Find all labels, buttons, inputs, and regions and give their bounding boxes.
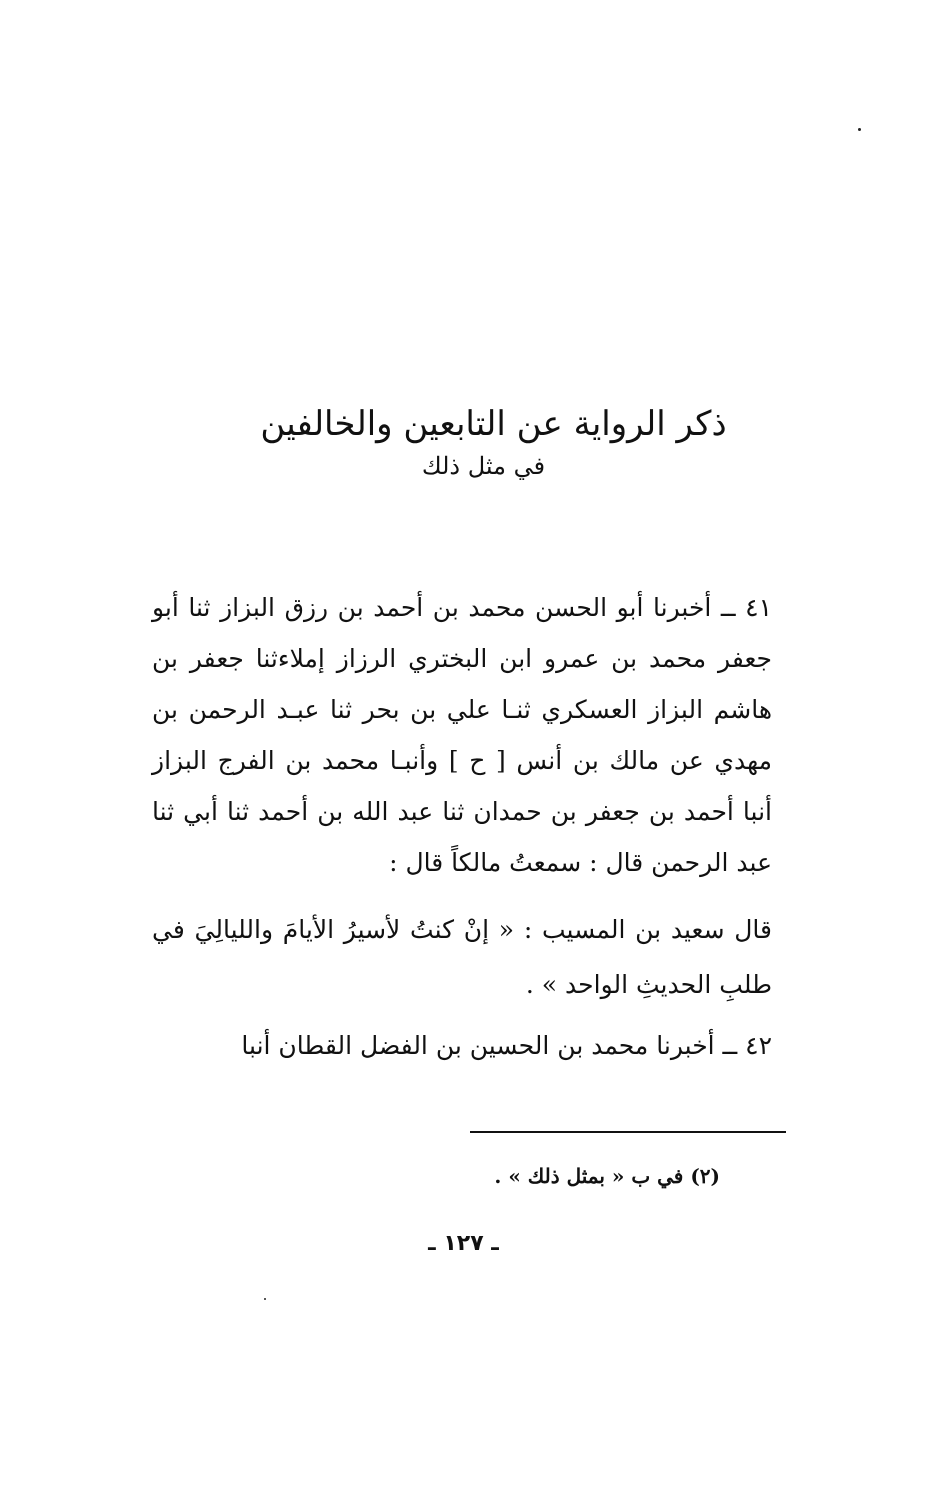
- heading-line-1: ذكر الرواية عن التابعين والخالفين: [260, 404, 727, 444]
- paragraph-42: ٤٢ ــ أخبرنا محمد بن الحسين بن الفضل القطان أنبا: [241, 1031, 772, 1060]
- footnote: (٢) في ب « بمثل ذلك » .: [494, 1164, 720, 1188]
- paragraph-quote: قال سعيد بن المسيب : « إنْ كنتُ لأسيرُ الأيامَ والليالِيَ في طلبِ الحديثِ الواحد » .: [152, 915, 772, 999]
- scan-speck: [858, 128, 861, 131]
- chapter-heading: [0, 400, 927, 484]
- main-text: [152, 582, 772, 1071]
- paragraph-41: ٤١ ــ أخبرنا أبو الحسن محمد بن أحمد بن رزق البزاز ثنا أبو جعفر محمد بن عمرو ابن البختري الرزاز إملاءثنا جعفر بن هاشم البزاز العسكري ثنـا علي بن بحر ثنا عبـد الرحمن بن مهدي عن مالك بن أنس [ ح ] وأنبـا محمد بن الفرج البزاز أنبا أحمد بن جعفر بن حمدان ثنا عبد الله بن أحمد ثنا أبي ثنا عبد الرحمن قال : سمعتُ مالكاً قال :: [152, 593, 772, 877]
- heading-line-2: في مثل ذلك: [421, 452, 546, 480]
- footnote-divider: [470, 1131, 786, 1133]
- page-number: ـ ١٢٧ ـ: [428, 1231, 499, 1256]
- scan-speck: [264, 1298, 266, 1300]
